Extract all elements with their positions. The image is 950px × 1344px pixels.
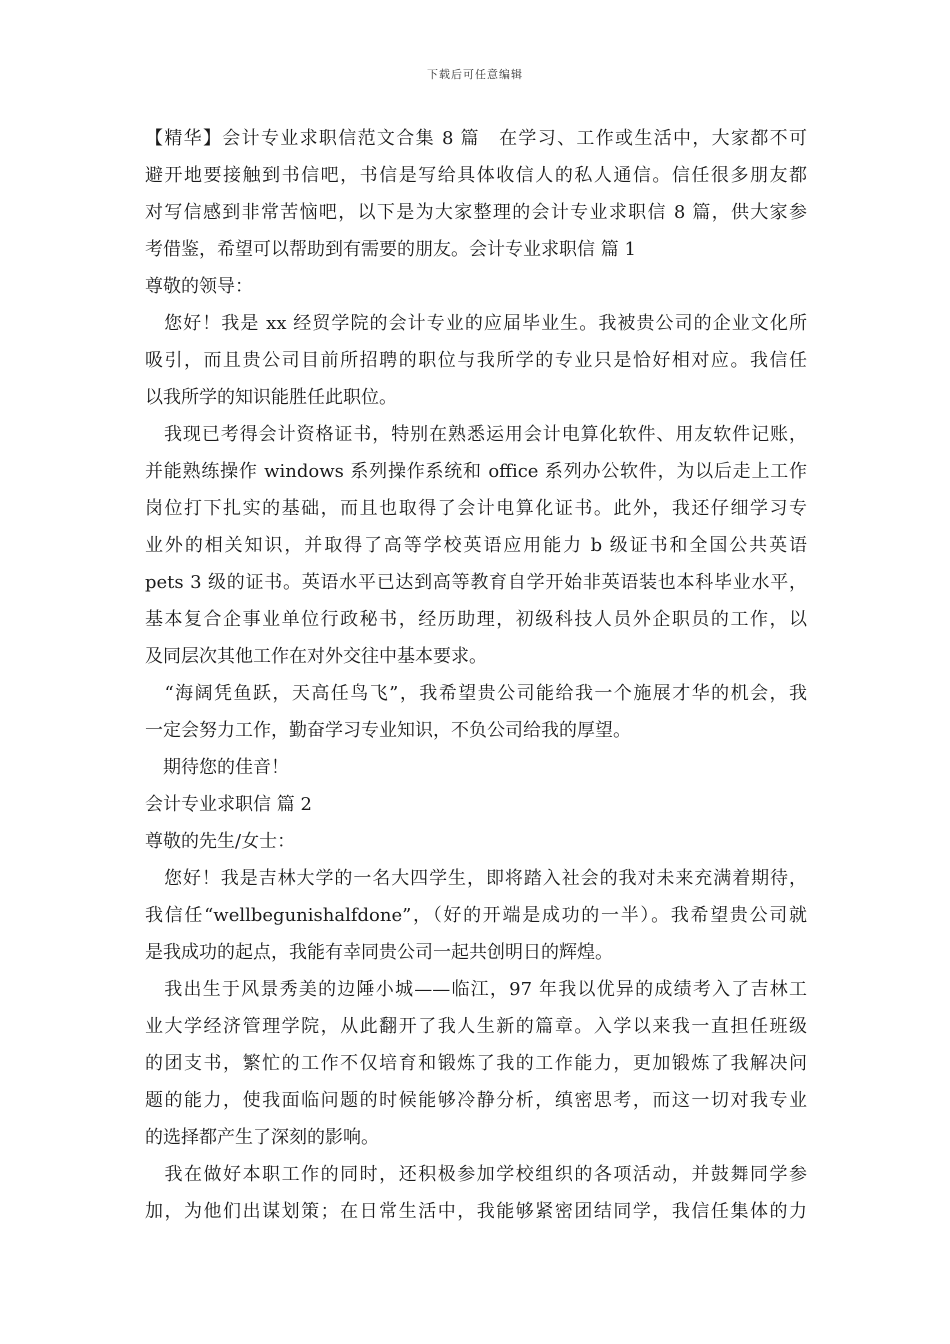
text-line: 的团支书，繁忙的工作不仅培育和锻炼了我的工作能力，更加锻炼了我解决问 [145,1053,807,1074]
text-line: 尊敬的先生/女士： [145,831,296,852]
text-line: 我在做好本职工作的同时，还积极参加学校组织的各项活动，并鼓舞同学参 [145,1164,807,1185]
text-line: “海阔凭鱼跃，天高任鸟飞”，我希望贵公司能给我一个施展才华的机会，我 [145,683,807,704]
text-line: 您好！我是吉林大学的一名大四学生，即将踏入社会的我对未来充满着期待， [145,868,807,889]
text-line: 的选择都产生了深刻的影响。 [145,1127,379,1148]
text-line: 对写信感到非常苦恼吧，以下是为大家整理的会计专业求职信 8 篇，供大家参 [145,202,807,223]
text-line: 基本复合企事业单位行政秘书，经历助理，初级科技人员外企职员的工作，以 [145,609,807,630]
text-line: pets 3 级的证书。英语水平已达到高等教育自学开始非英语装也本科毕业水平， [145,572,807,593]
text-line: 吸引，而且贵公司目前所招聘的职位与我所学的专业只是恰好相对应。我信任 [145,350,807,371]
text-line: 一定会努力工作，勤奋学习专业知识，不负公司给我的厚望。 [145,720,631,741]
text-line: 以我所学的知识能胜任此职位。 [145,387,397,408]
text-line: 业大学经济管理学院，从此翻开了我人生新的篇章。入学以来我一直担任班级 [145,1016,807,1037]
page-header-note: 下载后可任意编辑 [427,68,523,81]
text-line: 我信任“wellbegunishalfdone”，（好的开端是成功的一半）。我希望贵公司就 [145,905,807,926]
text-line: 业外的相关知识，并取得了高等学校英语应用能力 b 级证书和全国公共英语 [145,535,807,556]
text-line: 并能熟练操作 windows 系列操作系统和 office 系列办公软件，为以后走上工作 [145,461,807,482]
text-line: 我出生于风景秀美的边陲小城——临江，97 年我以优异的成绩考入了吉林工 [145,979,807,1000]
text-line: 避开地要接触到书信吧，书信是写给具体收信人的私人通信。信任很多朋友都 [145,165,807,186]
text-line: 会计专业求职信 篇 2 [145,794,312,815]
text-line: 您好！我是 xx 经贸学院的会计专业的应届毕业生。我被贵公司的企业文化所 [145,313,807,334]
text-line: 尊敬的领导： [145,276,253,297]
text-line: 题的能力，使我面临问题的时候能够冷静分析，缜密思考，而这一切对我专业 [145,1090,807,1111]
text-line: 岗位打下扎实的基础，而且也取得了会计电算化证书。此外，我还仔细学习专 [145,498,807,519]
text-line: 我现已考得会计资格证书，特别在熟悉运用会计电算化软件、用友软件记账， [145,424,807,445]
document-body [145,120,807,1230]
text-line: 及同层次其他工作在对外交往中基本要求。 [145,646,487,667]
text-line: 期待您的佳音！ [145,757,289,778]
text-line: 是我成功的起点，我能有幸同贵公司一起共创明日的辉煌。 [145,942,613,963]
text-line: 考借鉴，希望可以帮助到有需要的朋友。会计专业求职信 篇 1 [145,239,636,260]
text-line: 【精华】会计专业求职信范文合集 8 篇 在学习、工作或生活中，大家都不可 [145,128,807,149]
text-line: 加，为他们出谋划策；在日常生活中，我能够紧密团结同学，我信任集体的力 [145,1201,807,1222]
